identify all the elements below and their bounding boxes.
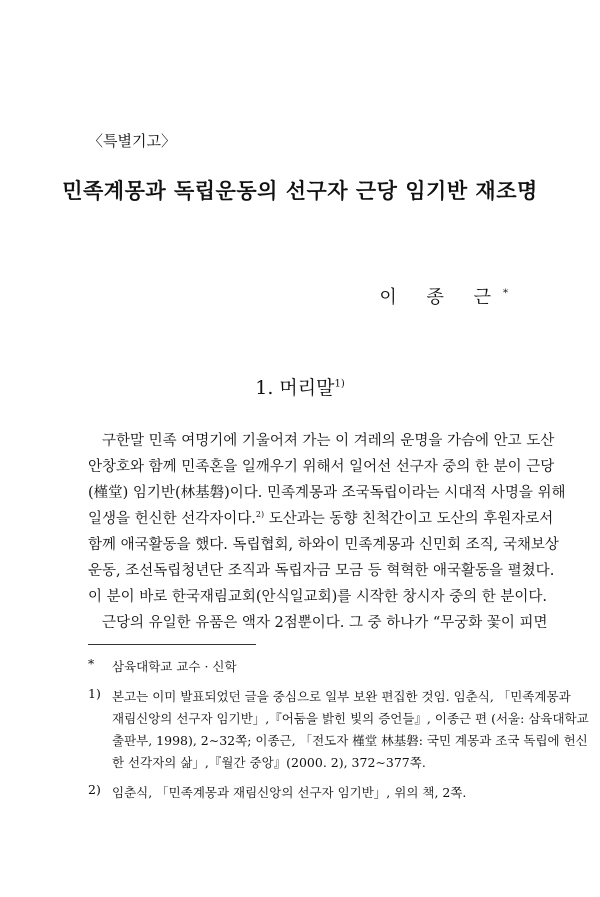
footnote-2 — [88, 782, 518, 804]
body-line — [88, 584, 547, 610]
footnotes — [88, 656, 589, 804]
author-footnote-mark: * — [503, 288, 508, 299]
footnote-line: 삼육대학교 교수 · 신학 — [112, 659, 237, 674]
body-line-text: 함께 애국활동을 했다. 독립협회, 하와이 민족계몽과 신민회 조직, 국채보상 — [88, 537, 559, 553]
body-line — [88, 506, 554, 532]
author-line — [379, 283, 508, 309]
body-line-text: 일생을 헌신한 선각자이다. — [88, 511, 256, 527]
footnote-line: 본고는 이미 발표되었던 글을 중심으로 일부 보완 편집한 것임. 임춘식, 「민족계몽과 — [112, 689, 571, 704]
author-name: 이 종 근 — [379, 287, 503, 308]
footnote-marker: 2) — [88, 782, 101, 797]
footnote-marker: 1) — [88, 686, 101, 701]
body-line-text: 구한말 민족 여명기에 기울어져 가는 이 겨레의 운명을 가슴에 안고 도산 — [102, 433, 555, 449]
footnote-line: 출판부, 1998), 2∼32쪽; 이종근, 「전도자 槿堂 林基磐: 국민 계몽과 조국 독립에 헌신 — [112, 733, 588, 748]
body-line-text: 이 분이 바로 한국재림교회(안식일교회)를 시작한 창시자 중의 한 분이다. — [88, 589, 547, 605]
body-line — [88, 532, 559, 558]
body-line — [88, 428, 555, 454]
footnote-author — [88, 656, 518, 678]
series-tag: 〈특별기고〉 — [88, 132, 176, 150]
body-line — [88, 480, 566, 506]
footnote-line: 재림신앙의 선구자 임기반」,『어둠을 밝힌 빛의 증언들』, 이종근 편 (서울: 삼육대학교 — [112, 711, 589, 726]
body-line-text: 근당의 유일한 유품은 액자 2점뿐이다. 그 중 하나가 “무궁화 꽃이 피면 — [102, 615, 548, 631]
body-text — [88, 428, 566, 636]
section-heading — [0, 373, 600, 400]
body-line-text: (槿堂) 임기반(林基磐)이다. 민족계몽과 조국독립이라는 시대적 사명을 위해 — [88, 485, 566, 501]
section-footnote-ref: 1) — [334, 378, 345, 390]
footnote-ref-2: 2) — [255, 510, 265, 520]
body-line — [88, 558, 555, 584]
footnote-marker: * — [88, 656, 95, 671]
footnote-line: 임춘식, 「민족계몽과 재림신앙의 선구자 임기반」, 위의 책, 2쪽. — [112, 785, 467, 800]
body-line — [88, 454, 555, 480]
body-line-text-after: 도산과는 동향 친척간이고 도산의 후원자로서 — [264, 511, 554, 527]
body-line-text: 안창호와 함께 민족혼을 일깨우기 위해서 일어선 선구자 중의 한 분이 근당 — [88, 459, 555, 475]
footnote-divider — [88, 644, 256, 645]
footnote-1 — [88, 686, 589, 774]
article-title: 민족계몽과 독립운동의 선구자 근당 임기반 재조명 — [62, 179, 538, 203]
section-heading-text: 1. 머리말 — [255, 377, 335, 399]
body-line-text: 운동, 조선독립청년단 조직과 독립자금 모금 등 혁혁한 애국활동을 펼쳤다. — [88, 563, 555, 579]
body-line — [88, 610, 548, 636]
footnote-line: 한 선각자의 삶」,『월간 중앙』(2000. 2), 372∼377쪽. — [112, 755, 426, 770]
